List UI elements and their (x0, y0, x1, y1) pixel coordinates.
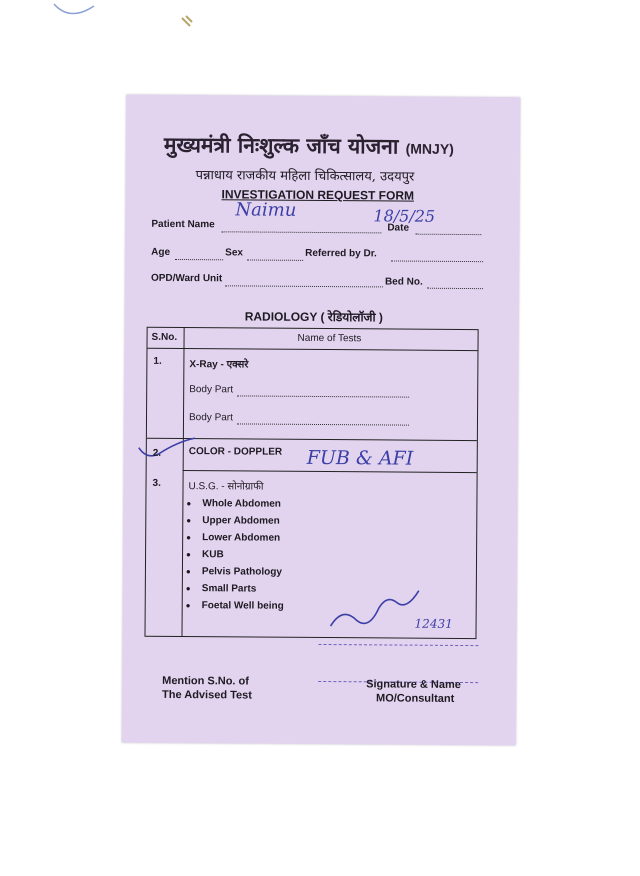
header-test-name: Name of Tests (297, 332, 362, 345)
row-1-sno: 1. (153, 355, 162, 367)
table-row-divider (183, 470, 477, 473)
usg-item-upper-abdomen: ● Upper Abdomen (202, 515, 279, 527)
bed-no-label: Bed No. (384, 276, 423, 288)
body-part-label-2: Body Part (188, 412, 233, 424)
usg-item-lower-abdomen: ● Lower Abdomen (202, 532, 280, 544)
age-label: Age (151, 246, 171, 258)
usg-label: U.S.G. - सोनोग्राफी (188, 481, 264, 493)
handwritten-patient-name: Naimu (235, 199, 297, 221)
sex-label: Sex (225, 247, 243, 259)
scheme-abbr: (MNJY) (405, 140, 454, 157)
handwritten-date: 18/5/25 (373, 206, 436, 226)
handwritten-sign-note: 12431 (414, 616, 453, 631)
usg-item-foetal-well-being: ● Foetal Well being (202, 600, 284, 612)
scan-mark (178, 12, 198, 32)
scan-mark (50, 0, 100, 24)
opd-ward-line (225, 285, 383, 287)
row-2-sno: 2. (152, 447, 162, 459)
footer-mention-line-2: The Advised Test (162, 688, 252, 702)
body-part-line-2 (237, 423, 409, 425)
form-title: INVESTIGATION REQUEST FORM (221, 187, 415, 203)
usg-item-whole-abdomen: ● Whole Abdomen (202, 498, 281, 510)
usg-item-pelvis-pathology: ● Pelvis Pathology (202, 566, 282, 578)
xray-label: X-Ray - एक्सरे (189, 359, 249, 371)
age-line (175, 259, 223, 260)
date-label: Date (387, 222, 410, 234)
date-line (415, 234, 481, 235)
header-sno: S.No. (151, 331, 178, 343)
opd-ward-label: OPD/Ward Unit (150, 272, 223, 285)
handwritten-doppler-note: FUB & AFI (306, 446, 414, 470)
body-part-line-1 (237, 395, 409, 397)
scheme-title (164, 131, 454, 161)
footer-signature-line-1: Signature & Name (366, 678, 461, 691)
footer-signature-line-2: MO/Consultant (376, 692, 455, 705)
section-title: RADIOLOGY ( रेडियोलॉजी ) (244, 309, 383, 325)
hospital-name: पन्नाधाय राजकीय महिला चिकित्सालय, उदयपुर (195, 168, 415, 185)
body-part-label-1: Body Part (189, 384, 234, 396)
color-doppler-label: COLOR - DOPPLER (188, 446, 283, 458)
scheme-title-hindi: मुख्यमंत्री निःशुल्क जाँच योजना (163, 131, 399, 159)
referred-by-line (391, 260, 483, 262)
bed-no-line (427, 288, 483, 289)
usg-item-kub: ● KUB (202, 549, 224, 560)
row-3-sno: 3. (152, 477, 161, 489)
patient-name-label: Patient Name (151, 218, 215, 231)
table-column-divider (181, 328, 184, 636)
sex-line (247, 259, 303, 260)
footer-mention-line-1: Mention S.No. of (162, 674, 249, 688)
patient-name-line (221, 231, 381, 233)
request-form-paper (122, 95, 521, 746)
referred-by-label: Referred by Dr. (305, 247, 377, 260)
usg-item-small-parts: ● Small Parts (202, 583, 257, 594)
rubber-stamp (318, 644, 478, 683)
table-header-divider (147, 348, 477, 351)
